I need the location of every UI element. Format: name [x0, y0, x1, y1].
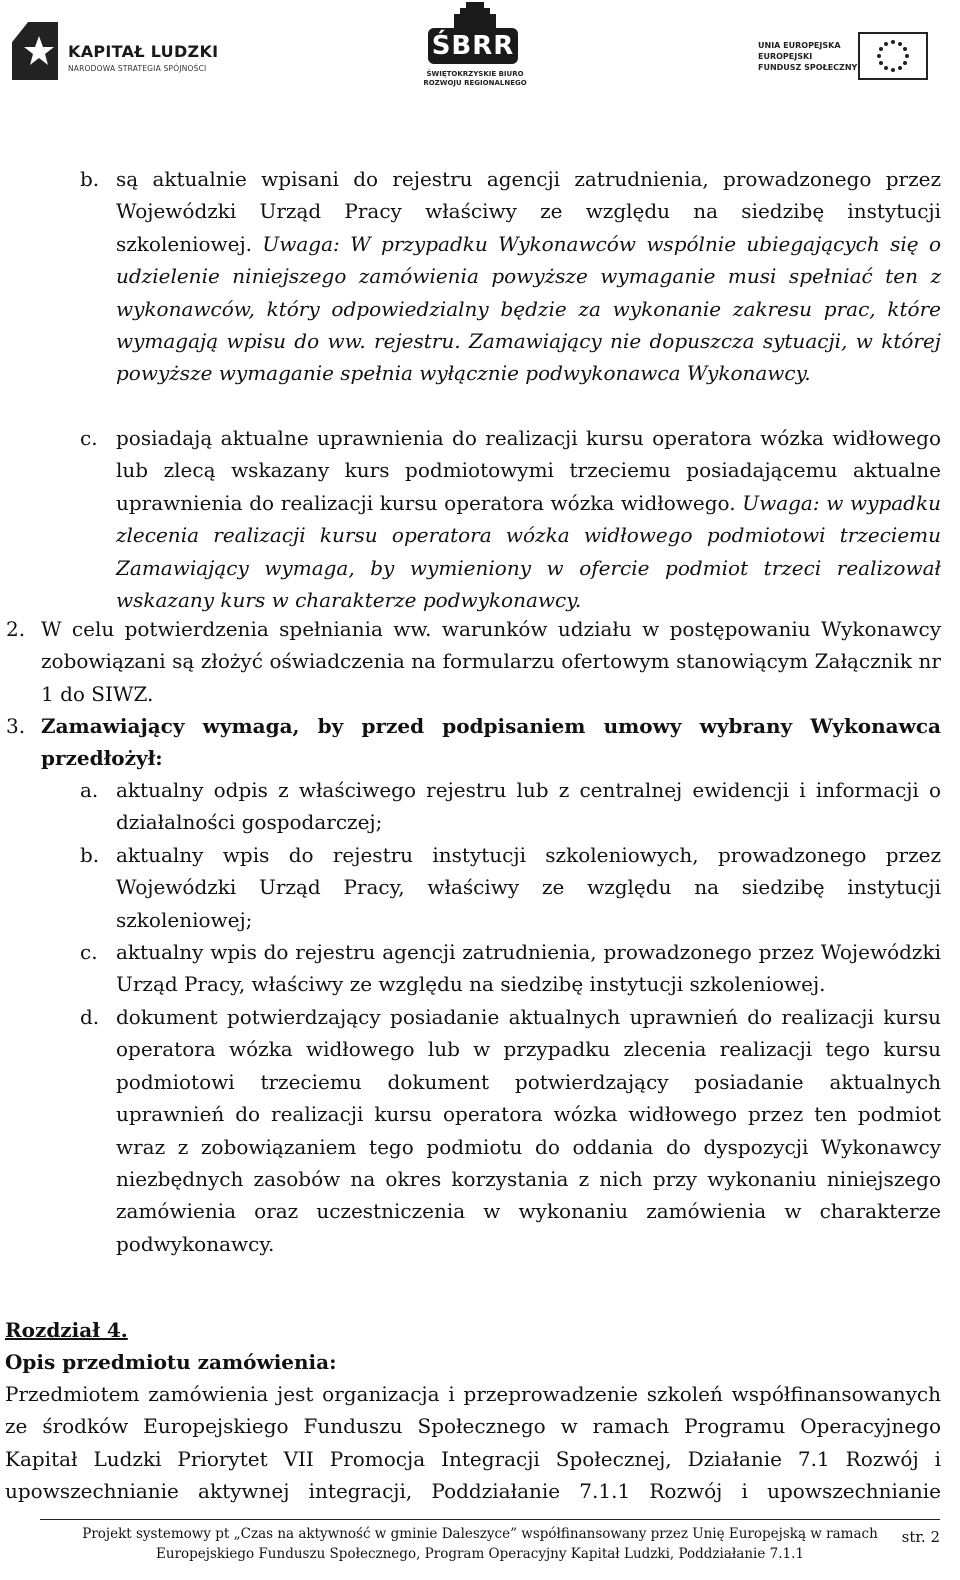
page-number: str. 2 [901, 1528, 940, 1546]
paragraph-b [116, 163, 941, 390]
paragraph-c-note: Uwaga: w wypadku zlecenia realizacji kursu operatora wózka widłowego podmiotowi trzeciemu Zamawiający wymaga, by wymieniony w ofercie podmiot trzeci realizował wskazany kurs w charakterze podwykonawcy. [116, 490, 941, 613]
eu-flag-icon [858, 32, 928, 80]
eu-text-line-1: UNIA EUROPEJSKA [758, 41, 841, 50]
paragraph-b-text: są aktualnie wpisani do rejestru agencji zatrudnienia, prowadzonego przez Wojewódzki Urząd Pracy właściwy ze względu na siedzibę instytucji szkoleniowej. [116, 167, 941, 256]
list-item-d: dokument potwierdzający posiadanie aktualnych uprawnień do realizacji kursu operatora wózka widłowego lub w przypadku zlecenia realizacji tego kursu podmiotowi trzeciemu dokument potwierdzający posiadanie aktualnych uprawnień do realizacji kursu operatora wózka widłowego przez ten podmiot wraz z zobowiązaniem tego podmiotu do oddania do dyspozycji Wykonawcy niezbędnych zasobów na okres korzystania z nich przy wykonaniu niniejszego zamówienia oraz uczestniczenia w wykonaniu zamówienia w charakterze podwykonawcy. [116, 1005, 941, 1256]
chapter-heading: Rozdział 4. [5, 1318, 128, 1342]
sbrr-logo [420, 2, 530, 94]
item-marker-b: b. [80, 167, 100, 191]
paragraph-3: Zamawiający wymaga, by przed podpisaniem umowy wybrany Wykonawca przedłożył: [41, 714, 941, 771]
kapital-ludzki-emblem-icon [12, 22, 58, 80]
kapital-ludzki-logo [8, 20, 218, 84]
list-item-c: aktualny wpis do rejestru agencji zatrudnienia, prowadzonego przez Wojewódzki Urząd Pracy, właściwy ze względu na siedzibę instytucji szkoleniowej. [116, 940, 941, 997]
paragraph-c [116, 422, 941, 616]
footer-line-1: Projekt systemowy pt „Czas na aktywność w gminie Daleszyce” współfinansowany przez Unię Europejską w ramach [82, 1526, 878, 1542]
list-marker-b: b. [80, 843, 100, 867]
footer-line-2: Europejskiego Funduszu Społecznego, Program Operacyjny Kapitał Ludzki, Poddziałanie 7.1.1 [156, 1546, 804, 1562]
sbrr-mark: ŚBRR [428, 28, 518, 64]
item-marker-3: 3. [6, 714, 26, 738]
list-item-a: aktualny odpis z właściwego rejestru lub z centralnej ewidencji i informacji o działalności gospodarczej; [116, 778, 941, 835]
paragraph-c-text: posiadają aktualne uprawnienia do realizacji kursu operatora wózka widłowego lub zlecą wskazany kurs podmiotowymi trzeciemu posiadającemu aktualne uprawnienia do realizacji kursu operatora wózka widłowego. [116, 426, 941, 515]
sbrr-subtitle-line-2: ROZWOJU REGIONALNEGO [423, 79, 527, 87]
item-marker-2: 2. [6, 617, 26, 641]
footer [40, 1524, 920, 1564]
eu-text-line-3: FUNDUSZ SPOŁECZNY [758, 63, 858, 72]
list-marker-a: a. [80, 778, 99, 802]
eu-text-line-2: EUROPEJSKI [758, 52, 813, 61]
section-title: Opis przedmiotu zamówienia: [5, 1350, 337, 1374]
eu-logo [754, 30, 932, 84]
item-marker-c: c. [80, 426, 98, 450]
section-text: Przedmiotem zamówienia jest organizacja i przeprowadzenie szkoleń współfinansowanych ze środków Europejskiego Funduszu Społecznego w ramach Programu Operacyjnego Kapitał Ludzki Priorytet VII Promocja Integracji Społecznej, Działanie 7.1 Rozwój i upowszechnianie aktywnej integracji, Poddziałanie 7.1.1 Rozwój i upowszechnianie [5, 1382, 941, 1504]
list-item-b: aktualny wpis do rejestru instytucji szkoleniowych, prowadzonego przez Wojewódzki Urząd Pracy, właściwy ze względu na siedzibę instytucji szkoleniowej; [116, 843, 941, 932]
paragraph-b-note: Uwaga: W przypadku Wykonawców wspólnie ubiegających się o udzielenie niniejszego zamówienia powyższe wymaganie musi spełniać ten z wykonawców, który odpowiedzialny będzie za wykonanie zakresu prac, które wymagają wpisu do ww. rejestru. Zamawiający nie dopuszcza sytuacji, w której powyższe wymaganie spełnia wyłącznie podwykonawca Wykonawcy. [116, 231, 941, 386]
list-marker-c: c. [80, 940, 98, 964]
paragraph-2: W celu potwierdzenia spełniania ww. warunków udziału w postępowaniu Wykonawcy zobowiązani są złożyć oświadczenia na formularzu ofertowym stanowiącym Załącznik nr 1 do SIWZ. [41, 617, 941, 706]
kapital-ludzki-subtitle: NARODOWA STRATEGIA SPÓJNOŚCI [68, 64, 207, 73]
kapital-ludzki-title: KAPITAŁ LUDZKI [68, 42, 219, 61]
footer-divider [40, 1519, 940, 1520]
sbrr-subtitle-line-1: ŚWIĘTOKRZYSKIE BIURO [426, 70, 524, 78]
sbrr-subtitle [420, 70, 530, 88]
list-marker-d: d. [80, 1005, 100, 1029]
eu-text [758, 40, 857, 73]
